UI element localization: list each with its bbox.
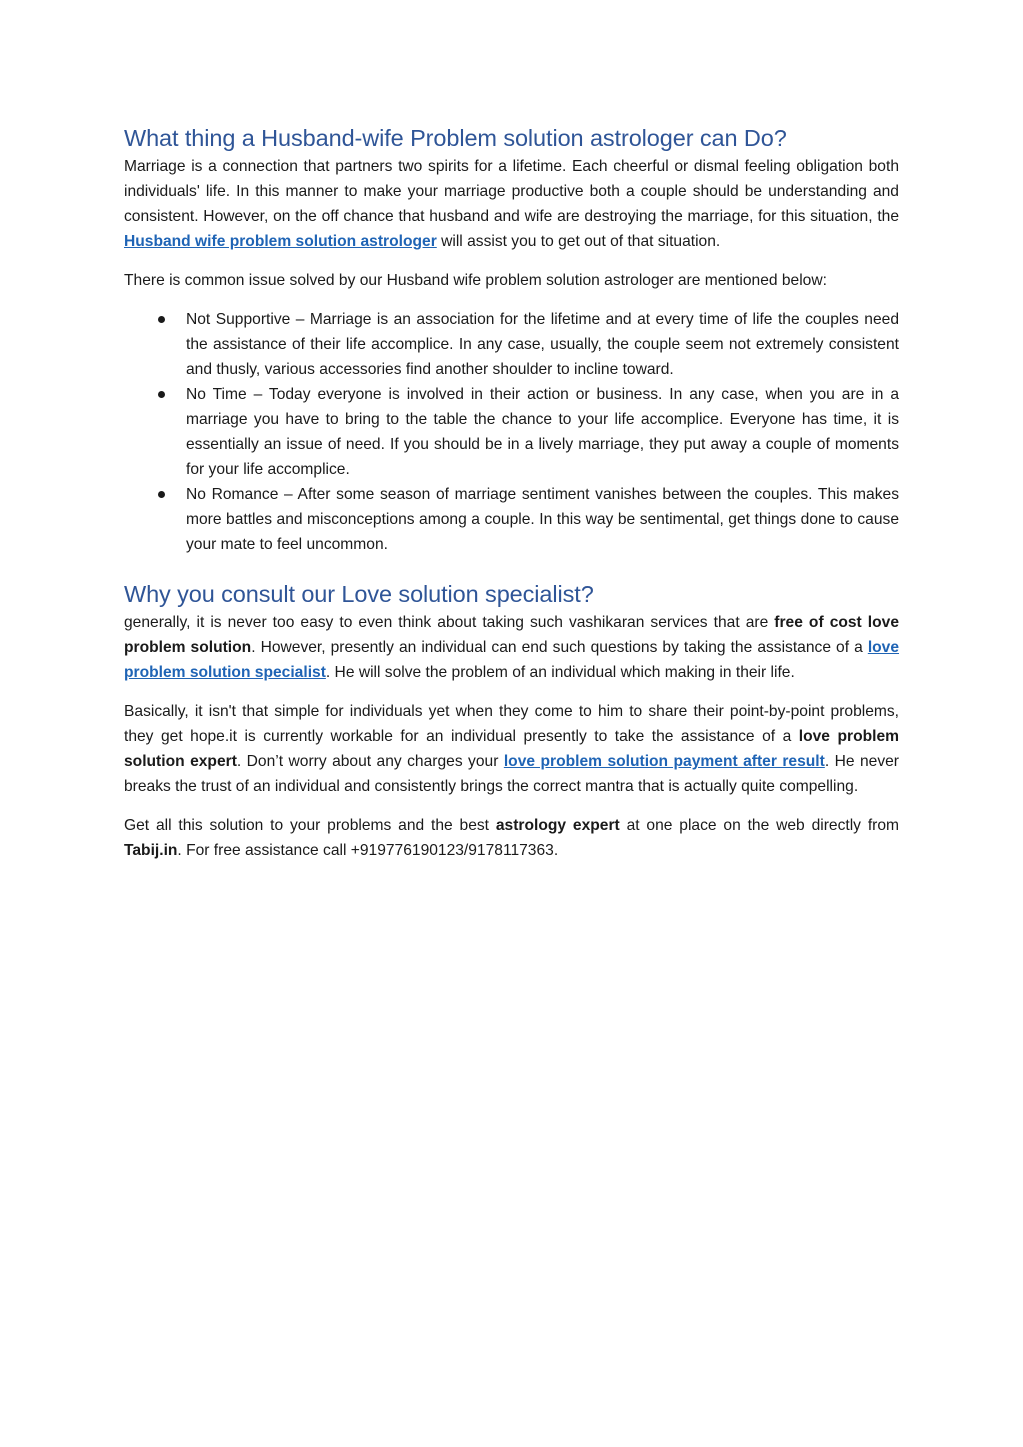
site-name-bold: Tabij.in <box>124 842 178 859</box>
husband-wife-astrologer-link[interactable]: Husband wife problem solution astrologer <box>124 233 437 250</box>
section2-p3-text-c: . For free assistance call +919776190123/9178117363. <box>177 842 559 859</box>
section2-p1-text-b: . However, presently an individual can end such questions by taking the assistance of a <box>251 639 868 656</box>
section2-p1-bold: free of cost love problem solution <box>124 614 899 656</box>
issues-list <box>124 307 899 557</box>
section2-p3-text-a: Get all this solution to your problems and the best <box>124 817 496 834</box>
section2-paragraph-2 <box>124 699 899 799</box>
section2-p2-text-b: . Don’t worry about any charges your <box>236 753 504 770</box>
section2-p2-text-a: Basically, it isn't that simple for individuals yet when they come to him to share their point-by-point problems, they get hope.it is currently workable for an individual presently to take the assistance of a <box>124 703 899 745</box>
love-specialist-link[interactable]: love problem solution specialist <box>124 639 900 681</box>
astrology-expert-bold: astrology expert <box>495 817 620 834</box>
section2-p3-text-b: at one place on the web directly from <box>619 817 900 834</box>
section1-heading: What thing a Husband-wife Problem solution astrologer can Do? <box>124 125 787 151</box>
list-item <box>124 382 899 482</box>
section2-p1-text-a: generally, it is never too easy to even think about taking such vashikaran services that are <box>124 614 775 631</box>
section1-paragraph-1 <box>124 154 899 254</box>
section2-paragraph-3 <box>124 813 899 863</box>
section1-p1-text-a: Marriage is a connection that partners two spirits for a lifetime. Each cheerful or dismal feeling obligation both individuals' life. In this manner to make your marriage productive both a couple should be understanding and consistent. However, on the off chance that husband and wife are destroying the marriage, for this situation, the <box>124 158 899 225</box>
section1-paragraph-2: There is common issue solved by our Husband wife problem solution astrologer are mentioned below: <box>124 272 827 289</box>
document-page <box>124 122 899 863</box>
list-item <box>124 482 899 557</box>
list-item-text: Not Supportive – Marriage is an association for the lifetime and at every time of life the couples need the assistance of their life accomplice. In any case, usually, the couple seem not extremely consistent and thusly, various accessories find another shoulder to incline toward. <box>186 311 899 378</box>
bullet-icon <box>158 316 165 323</box>
list-item-text: No Romance – After some season of marriage sentiment vanishes between the couples. This makes more battles and misconceptions among a couple. In this way be sentimental, get things done to cause your mate to feel uncommon. <box>186 486 899 553</box>
list-item-text: No Time – Today everyone is involved in their action or business. In any case, when you are in a marriage you have to bring to the table the chance to your life accomplice. Everyone has time, it is essentially an issue of need. If you should be in a lively marriage, they put away a couple of moments for your life accomplice. <box>186 386 899 478</box>
bullet-icon <box>158 491 165 498</box>
section2-heading: Why you consult our Love solution specialist? <box>124 581 594 607</box>
payment-after-result-link[interactable]: love problem solution payment after result <box>503 753 825 770</box>
section2-paragraph-1 <box>124 610 899 685</box>
section2-p2-bold: love problem solution expert <box>124 728 899 770</box>
section1-p1-text-b: will assist you to get out of that situation. <box>436 233 721 250</box>
section2-p1-text-c: . He will solve the problem of an individual which making in their life. <box>325 664 795 681</box>
bullet-icon <box>158 391 165 398</box>
section2-p2-text-c: . He never breaks the trust of an individual and consistently brings the correct mantra that is actually quite compelling. <box>124 753 899 795</box>
list-item <box>124 307 899 382</box>
